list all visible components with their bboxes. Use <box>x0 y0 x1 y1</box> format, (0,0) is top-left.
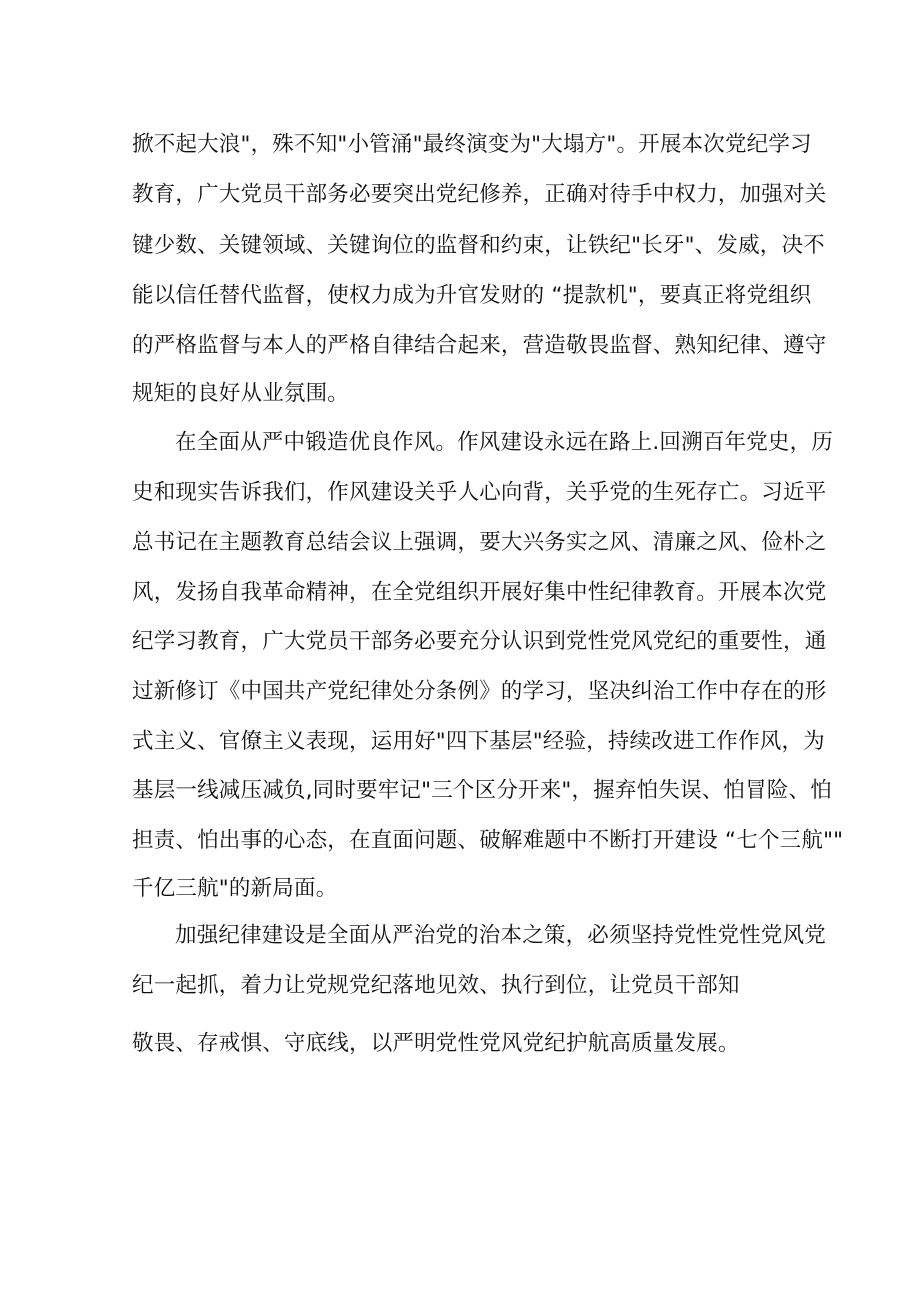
paragraph-3-line-3: 敬畏、存戒惧、守底线，以严明党性党风党纪护航高质量发展。 <box>132 1031 740 1056</box>
paragraph-1-line-1: 掀不起大浪"，殊不知"小管涌"最终演变为"大塌方"。开展本次党纪学习 <box>132 132 812 157</box>
paragraph-3-line-2: 纪一起抓，着力让党规党纪落地见效、执行到位，让党员干部知 <box>132 973 740 998</box>
paragraph-2-line-5: 纪学习教育，广大党员干部务必要充分认识到党性党风党纪的重要性，通 <box>132 629 827 654</box>
paragraph-2-line-9: 担责、怕出事的心态，在直面问题、破解难题中不断打开建设 “七个三航"" <box>132 828 844 853</box>
paragraph-1-line-6: 规矩的良好从业氛围。 <box>132 381 350 406</box>
paragraph-2-line-10: 千亿三航"的新局面。 <box>132 876 338 901</box>
paragraph-1-line-4: 能以信任替代监督，使权力成为升官发财的 “提款机"，要真正将党组织 <box>132 283 812 308</box>
paragraph-2-line-3: 总书记在主题教育总结会议上强调，要大兴务实之风、清廉之风、俭朴之 <box>132 530 827 555</box>
paragraph-2-line-6: 过新修订《中国共产党纪律处分条例》的学习，坚决纠治工作中存在的形 <box>132 679 827 704</box>
paragraph-2-line-8: 基层一线减压减负,同时要牢记"三个区分开来"，握弃怕失误、怕冒险、怕 <box>132 778 832 803</box>
paragraph-2-line-4: 风，发扬自我革命精神，在全党组织开展好集中性纪律教育。开展本次党 <box>132 580 827 605</box>
paragraph-2-line-1: 在全面从严中锻造优良作风。作风建设永远在路上.回溯百年党史，历 <box>175 430 834 455</box>
paragraph-1-line-2: 教育，广大党员干部务必要突出党纪修养，正确对待手中权力，加强对关 <box>132 182 827 207</box>
paragraph-1-line-3: 键少数、关键领域、关键询位的监督和约束，让铁纪"长牙"、发威，决不 <box>132 233 825 258</box>
paragraph-1-line-5: 的严格监督与本人的严格自律结合起来，营造敬畏监督、熟知纪律、遵守 <box>132 333 827 358</box>
paragraph-2-line-2: 史和现实告诉我们，作风建设关乎人心向背，关乎党的生死存亡。习近平 <box>132 480 827 505</box>
paragraph-3-line-1: 加强纪律建设是全面从严治党的治本之策，必须坚持党性党性党风党 <box>175 923 827 948</box>
paragraph-2-line-7: 式主义、官僚主义表现，运用好"四下基层"经验，持续改进工作作风，为 <box>132 729 825 754</box>
